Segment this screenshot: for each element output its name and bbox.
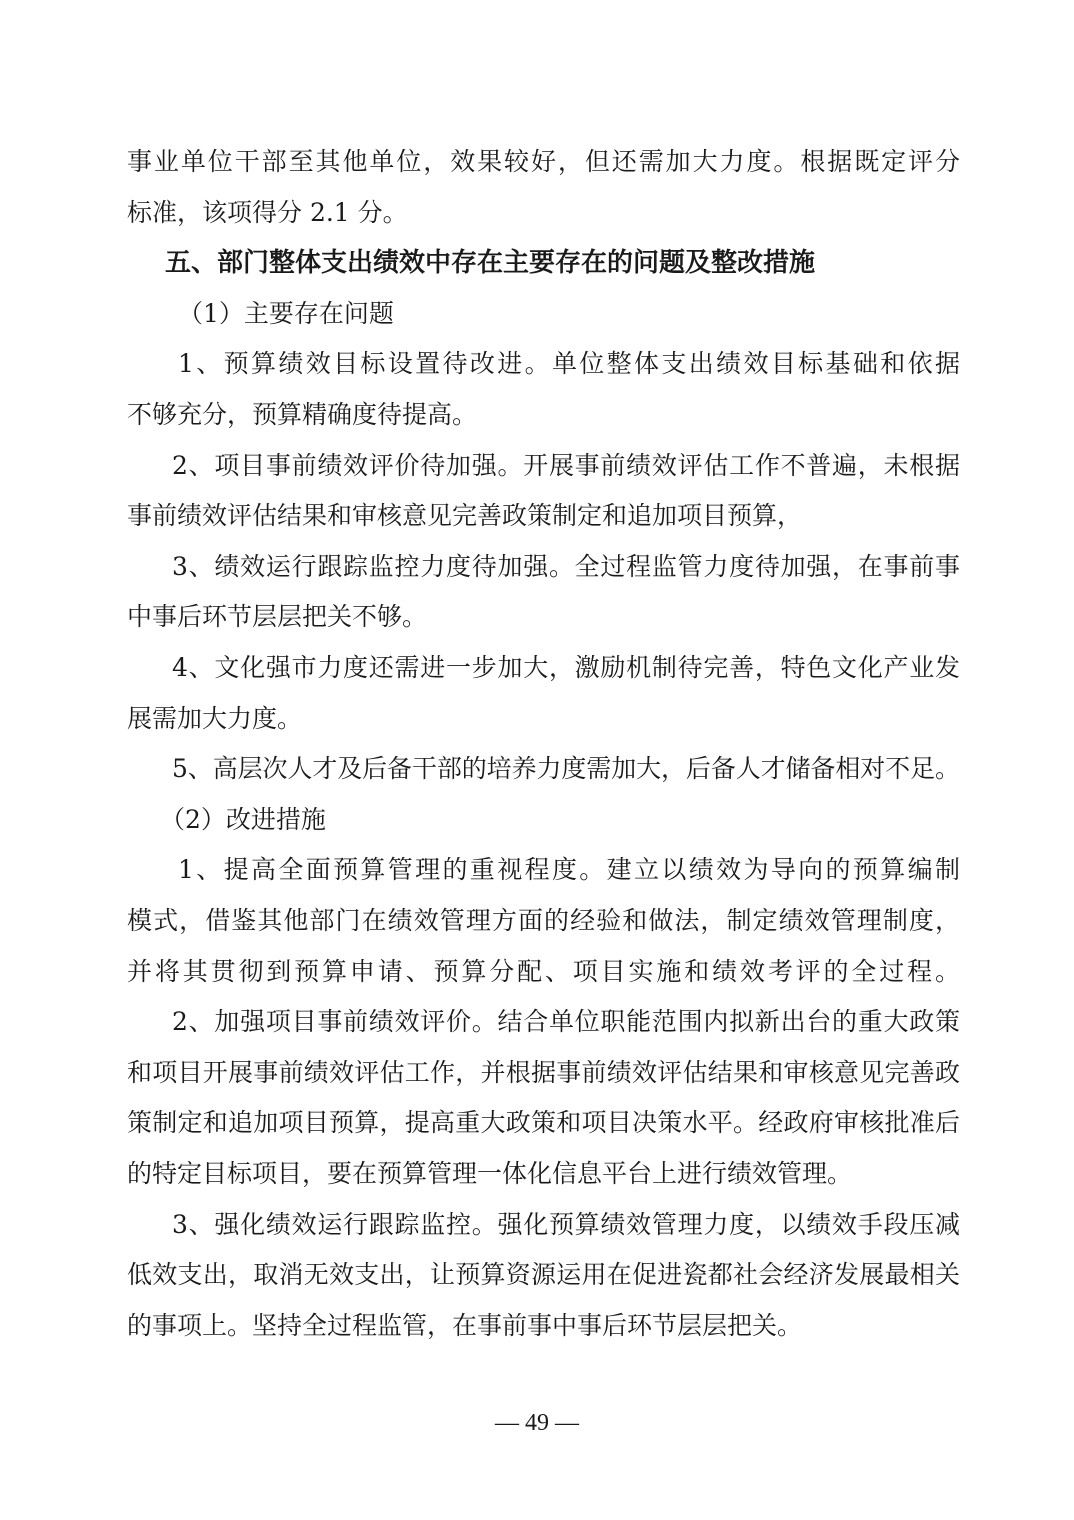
text-line: 展需加大力度。 [127,703,303,733]
text-line: 策制定和追加项目预算，提高重大政策和项目决策水平。经政府审核批准后 [127,1108,961,1138]
text-line: 和项目开展事前绩效评估工作，并根据事前绩效评估结果和审核意见完善政 [127,1057,961,1087]
text-line: 2、项目事前绩效评价待加强。开展事前绩效评估工作不普遍，未根据 [172,450,961,480]
text-line: 标准，该项得分 2.1 分。 [127,197,408,227]
text-line: 3、绩效运行跟踪监控力度待加强。全过程监管力度待加强，在事前事 [172,551,961,581]
text-line: 不够充分，预算精确度待提高。 [127,400,478,429]
text-line: （1）主要存在问题 [178,298,394,328]
text-line: 中事后环节层层把关不够。 [127,602,428,632]
text-line: 事业单位干部至其他单位，效果较好，但还需加大力度。根据既定评分 [127,147,962,176]
text-line: （2）改进措施 [160,804,326,834]
text-line: 3、强化绩效运行跟踪监控。强化预算绩效管理力度，以绩效手段压减 [172,1209,961,1239]
section-heading: 五、部门整体支出绩效中存在主要存在的问题及整改措施 [165,248,816,279]
text-line: 1、预算绩效目标设置待改进。单位整体支出绩效目标基础和依据 [178,349,963,379]
text-line: 2、加强项目事前绩效评价。结合单位职能范围内拟新出台的重大政策 [172,1007,961,1037]
text-line: 的特定目标项目，要在预算管理一体化信息平台上进行绩效管理。 [127,1159,853,1188]
text-line: 并将其贯彻到预算申请、预算分配、项目实施和绩效考评的全过程。 [127,956,963,986]
text-line: 4、文化强市力度还需进一步加大，激励机制待完善，特色文化产业发 [172,653,961,682]
text-line: 事前绩效评估结果和审核意见完善政策制定和追加项目预算， [127,501,803,531]
text-line: 模式，借鉴其他部门在绩效管理方面的经验和做法，制定绩效管理制度， [127,906,962,935]
text-line: 5、高层次人才及后备干部的培养力度需加大，后备人才储备相对不足。 [172,754,960,784]
text-line: 低效支出，取消无效支出，让预算资源运用在促进瓷都社会经济发展最相关 [127,1260,961,1290]
page-number: — 49 — [495,1410,579,1436]
text-line: 的事项上。坚持全过程监管，在事前事中事后环节层层把关。 [127,1310,803,1340]
text-line: 1、提高全面预算管理的重视程度。建立以绩效为导向的预算编制 [178,855,963,885]
